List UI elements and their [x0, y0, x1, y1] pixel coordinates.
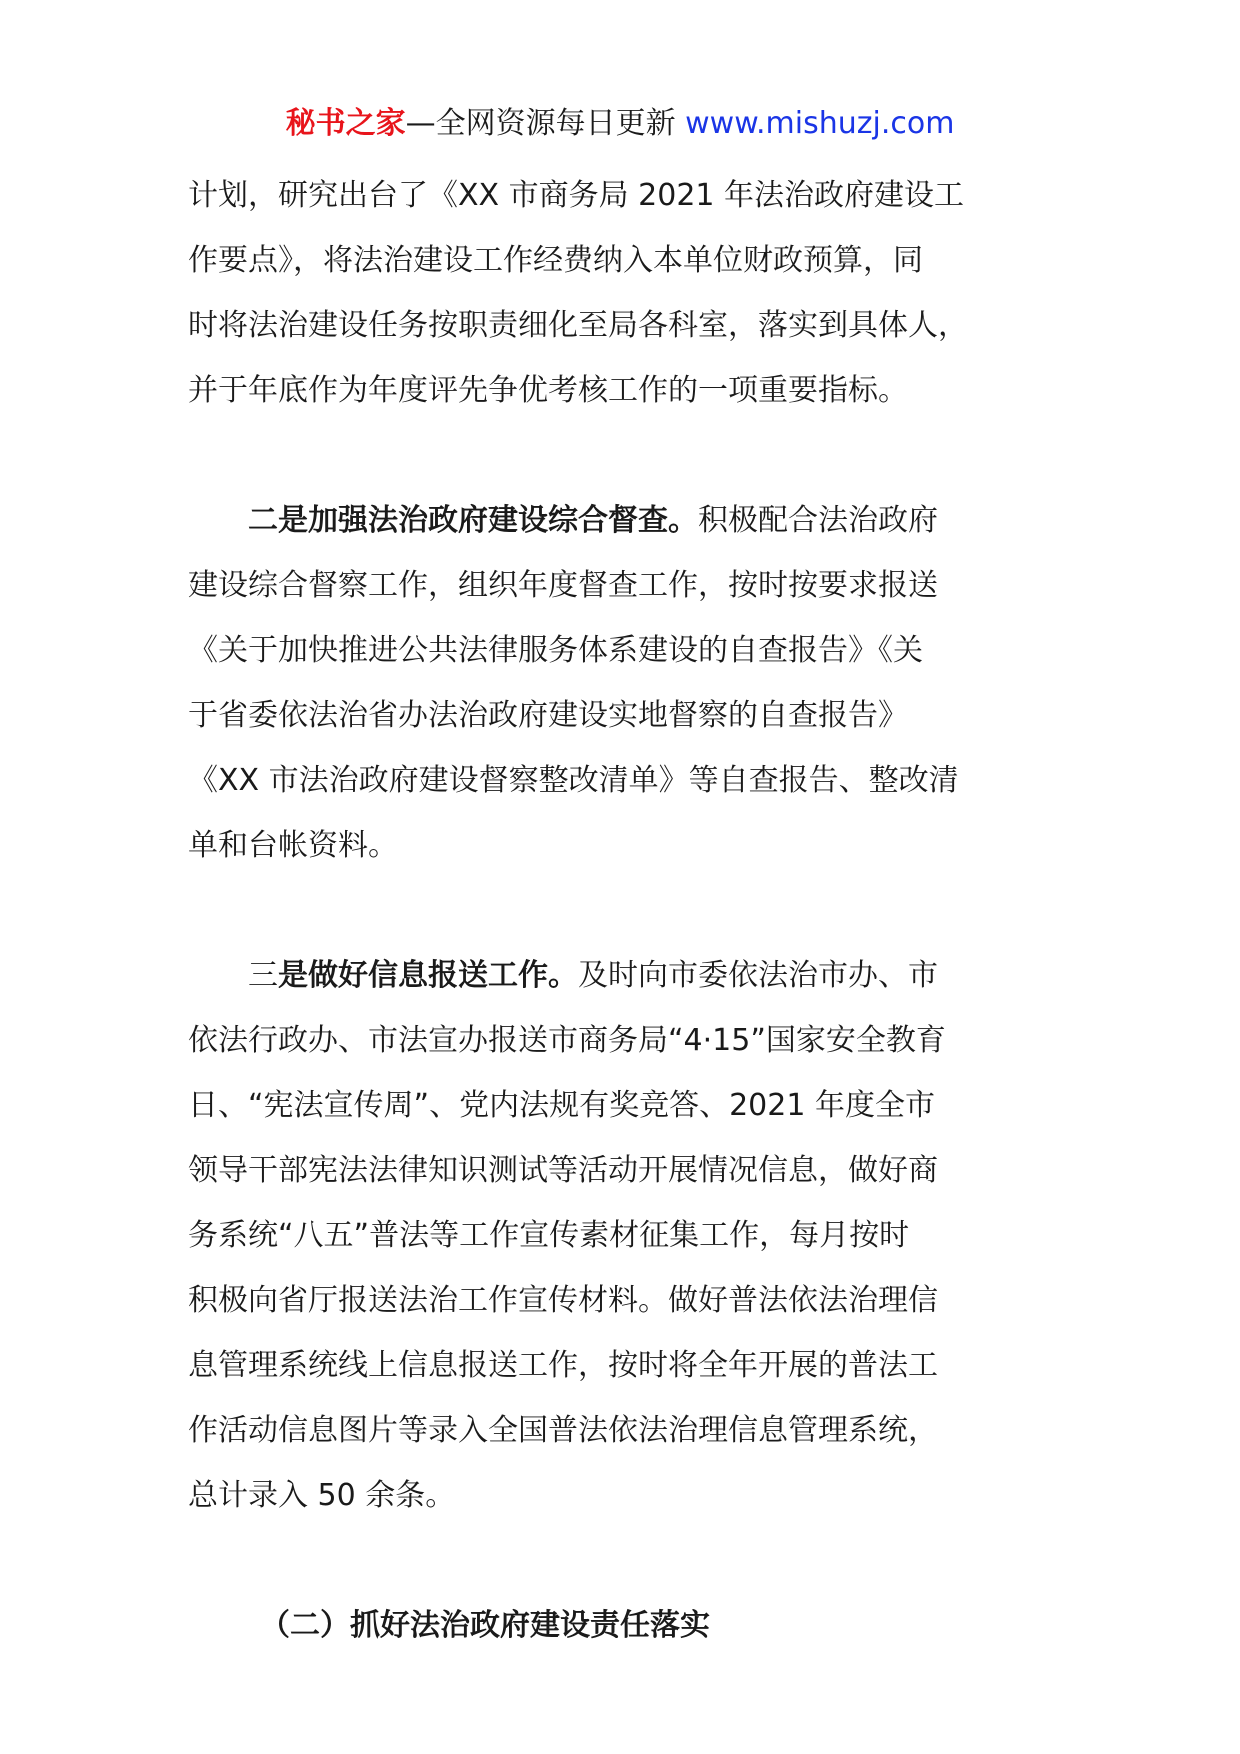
- text-line: 息管理系统线上信息报送工作，按时将全年开展的普法工: [188, 1348, 938, 1383]
- paragraph-text: 及时向市委依法治市办、市: [578, 958, 938, 993]
- text-line: 作活动信息图片等录入全国普法依法治理信息管理系统，: [188, 1413, 938, 1448]
- text-line: 务系统“八五”普法等工作宣传素材征集工作，每月按时: [188, 1218, 910, 1253]
- text-line: 作要点》，将法治建设工作经费纳入本单位财政预算，同: [188, 243, 923, 278]
- text-line: 建设综合督察工作，组织年度督查工作，按时按要求报送: [188, 568, 938, 603]
- paragraph-gap: [188, 423, 1068, 488]
- paragraph-3: [188, 943, 1068, 1528]
- text-line: 依法行政办、市法宣办报送市商务局“4·15”国家安全教育: [188, 1023, 946, 1058]
- paragraph-lead: 是做好信息报送工作。: [278, 958, 578, 993]
- brand-name: 秘书之家: [285, 106, 406, 141]
- watermark-header: [0, 104, 1240, 144]
- paragraph-1: [188, 163, 1068, 423]
- text-line: 总计录入 50 余条。: [188, 1478, 456, 1513]
- header-tagline: —全网资源每日更新: [405, 106, 686, 141]
- text-line: [188, 488, 1068, 553]
- text-line: 计划，研究出台了《XX 市商务局 2021 年法治政府建设工: [188, 178, 965, 213]
- site-url-link[interactable]: www.mishuzj.com: [685, 106, 955, 141]
- text-line: [188, 943, 1068, 1008]
- paragraph-gap: [188, 878, 1068, 943]
- text-line: 单和台帐资料。: [188, 828, 398, 863]
- text-line: 积极向省厅报送法治工作宣传材料。做好普法依法治理信: [188, 1283, 938, 1318]
- paragraph-lead-plain: 三: [248, 958, 278, 993]
- text-line: 《XX 市法治政府建设督察整改清单》等自查报告、整改清: [188, 763, 959, 798]
- text-line: 时将法治建设任务按职责细化至局各科室，落实到具体人，: [188, 308, 968, 343]
- text-line: 领导干部宪法法律知识测试等活动开展情况信息，做好商: [188, 1153, 938, 1188]
- paragraph-text: 积极配合法治政府: [698, 503, 938, 538]
- paragraph-2: [188, 488, 1068, 878]
- text-line: 并于年底作为年度评先争优考核工作的一项重要指标。: [188, 373, 908, 408]
- paragraph-gap: [188, 1528, 1068, 1593]
- paragraph-lead: 二是加强法治政府建设综合督查。: [248, 503, 698, 538]
- text-line: 日、“宪法宣传周”、党内法规有奖竞答、2021 年度全市: [188, 1088, 935, 1123]
- document-body: [188, 163, 1068, 1658]
- text-line: 《关于加快推进公共法律服务体系建设的自查报告》《关: [188, 633, 923, 668]
- section-heading: （二）抓好法治政府建设责任落实: [260, 1608, 710, 1643]
- text-line: 于省委依法治省办法治政府建设实地督察的自查报告》: [188, 698, 908, 733]
